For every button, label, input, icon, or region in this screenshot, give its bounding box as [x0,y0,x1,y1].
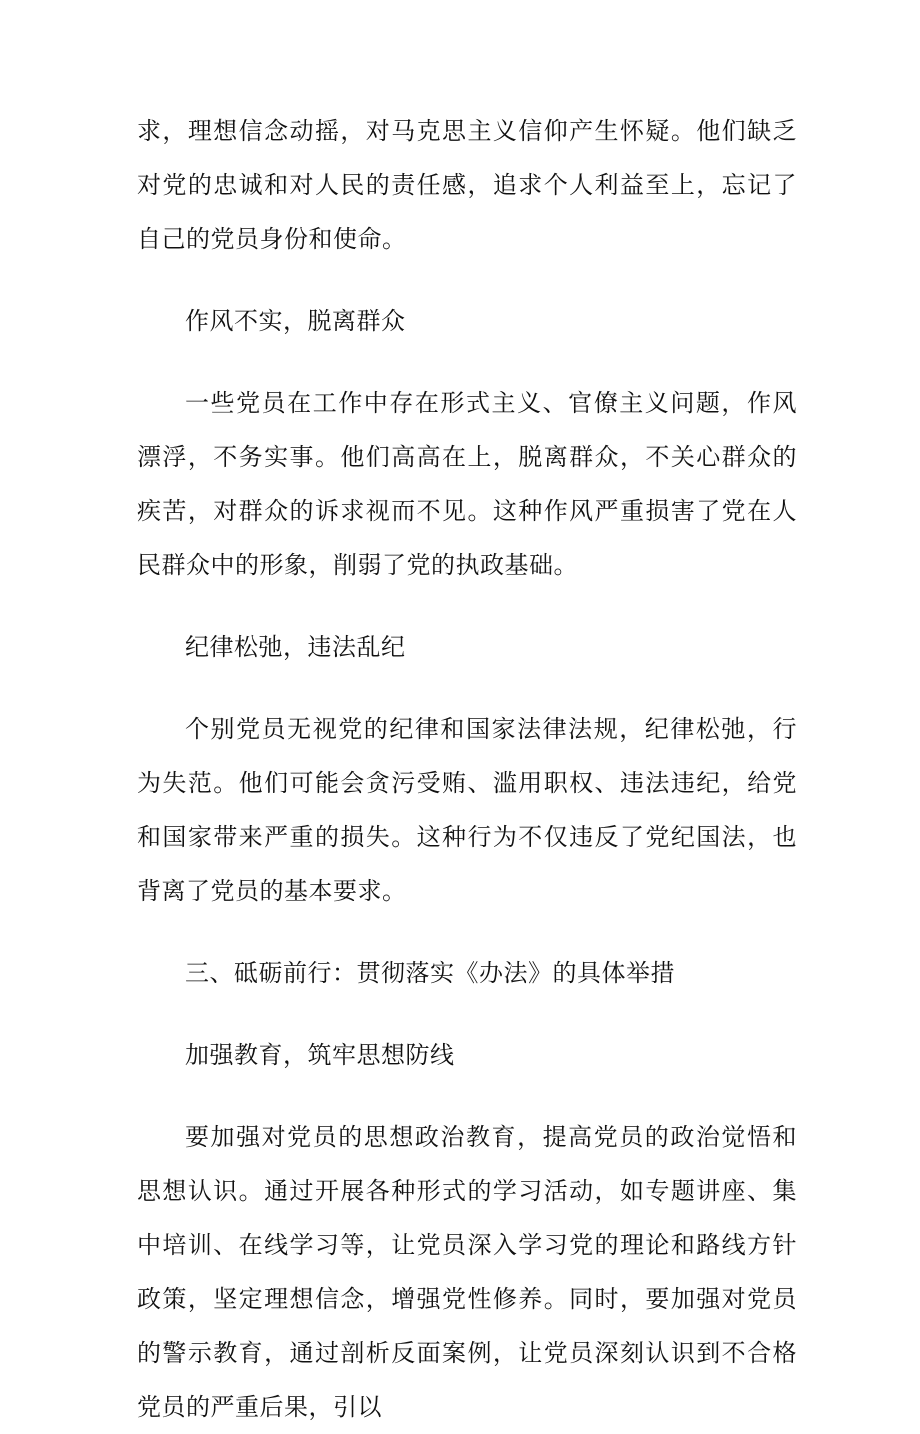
paragraph-3: 个别党员无视党的纪律和国家法律法规，纪律松弛，行为失范。他们可能会贪污受贿、滥用职权、违法违纪，给党和国家带来严重的损失。这种行为不仅违反了党纪国法，也背离了党员的基本要求。 [137,715,797,905]
paragraph-4: 要加强对党员的思想政治教育，提高党员的政治觉悟和思想认识。通过开展各种形式的学习活动，如专题讲座、集中培训、在线学习等，让党员深入学习党的理论和路线方针政策，坚定理想信念，增强党性修养。同时，要加强对党员的警示教育，通过剖析反面案例，让党员深刻认识到不合格党员的严重后果，引以 [137,1123,797,1421]
paragraph-gap [137,1082,797,1110]
paragraph-gap [137,266,797,294]
heading-education: 加强教育，筑牢思想防线 [185,1041,455,1069]
document-body [137,104,797,1434]
section-heading-three: 三、砥砺前行：贯彻落实《办法》的具体举措 [185,959,675,987]
paragraph-gap [137,918,797,946]
paragraph-1: 求，理想信念动摇，对马克思主义信仰产生怀疑。他们缺乏对党的忠诚和对人民的责任感，追求个人利益至上，忘记了自己的党员身份和使命。 [137,117,797,253]
paragraph-2: 一些党员在工作中存在形式主义、官僚主义问题，作风漂浮，不务实事。他们高高在上，脱离群众，不关心群众的疾苦，对群众的诉求视而不见。这种作风严重损害了党在人民群众中的形象，削弱了党的执政基础。 [137,389,797,579]
paragraph-gap [137,592,797,620]
paragraph-gap [137,1000,797,1028]
paragraph-gap [137,348,797,376]
heading-work-style: 作风不实，脱离群众 [185,307,406,335]
paragraph-gap [137,674,797,702]
heading-discipline: 纪律松弛，违法乱纪 [185,633,406,661]
